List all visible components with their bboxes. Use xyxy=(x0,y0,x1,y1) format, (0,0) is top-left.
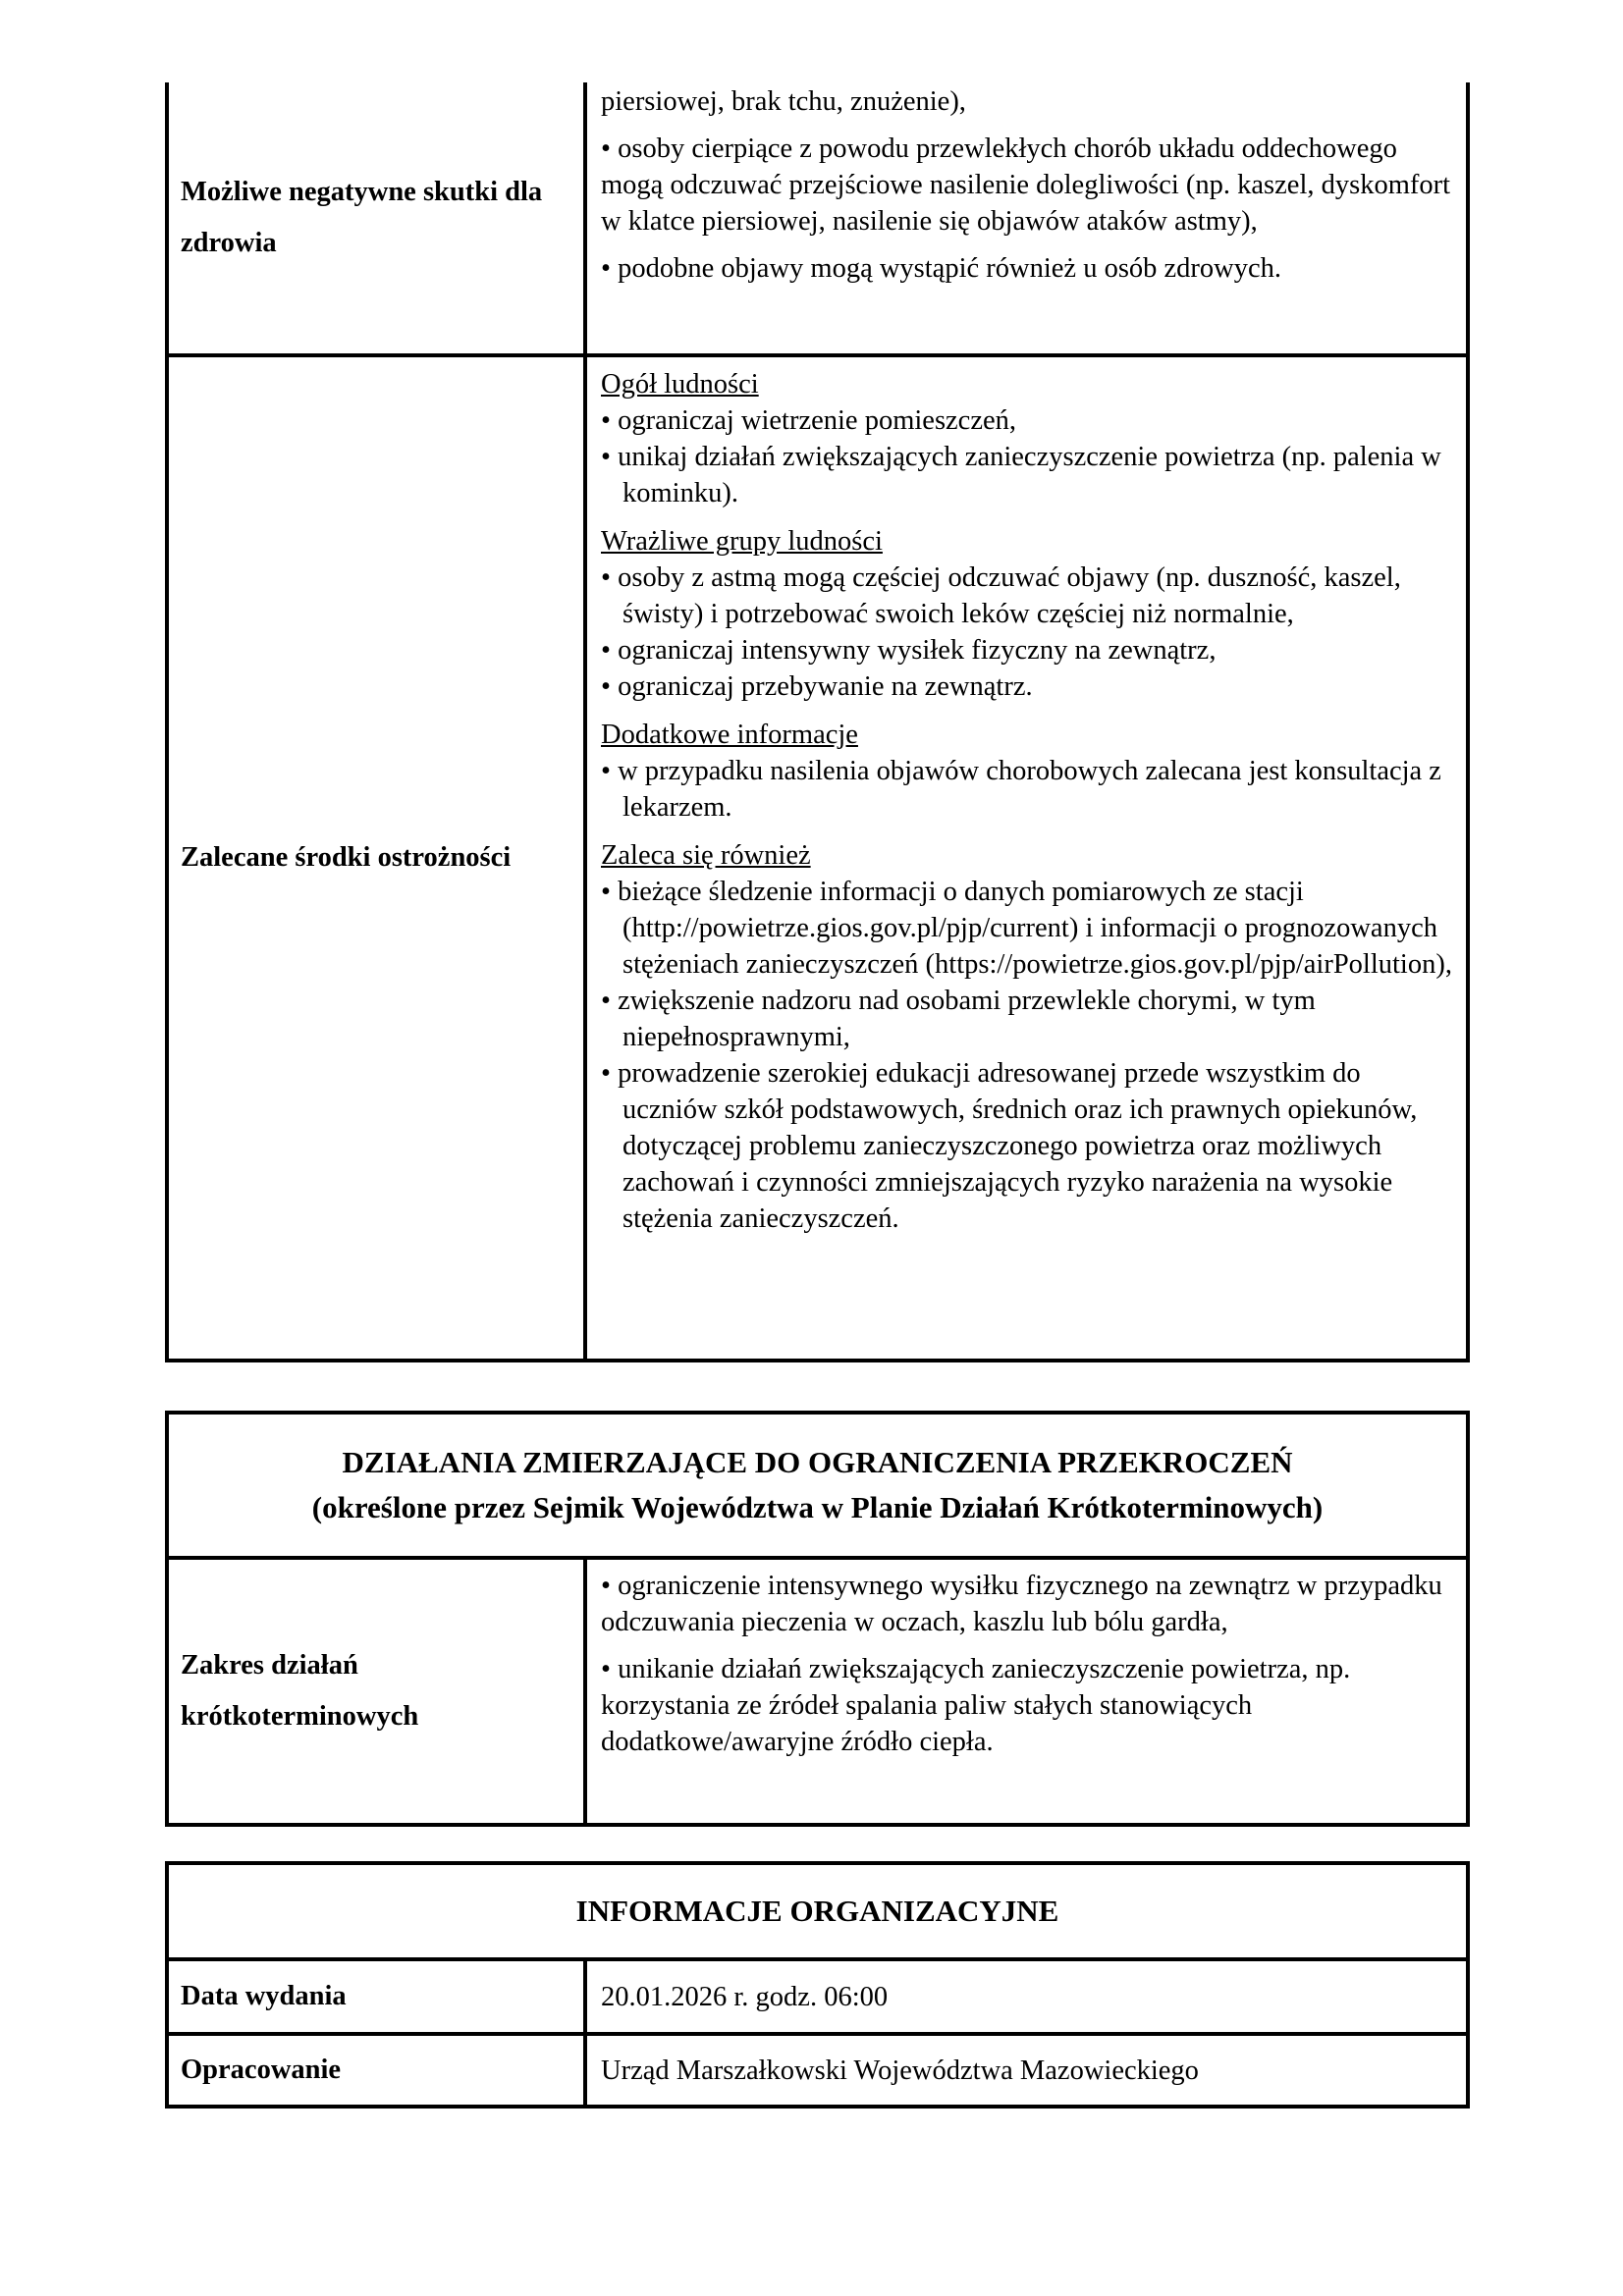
org-date-label: Data wydania xyxy=(181,1981,347,2011)
group-item: • w przypadku nasilenia objawów chorobowych zalecana jest konsultacja z lekarzem. xyxy=(601,756,1441,823)
actions-item: • ograniczenie intensywnego wysiłku fizycznego na zewnątrz w przypadku odczuwania pieczenia w oczach, kaszlu lub bólu gardła, xyxy=(601,1571,1442,1637)
health-effects-line: • osoby cierpiące z powodu przewlekłych chorób układu oddechowego mogą odczuwać przejściowe nasilenie dolegliwości (np. kaszel, dyskomfort w klatce piersiowej, nasilenie się objawów ataków astmy), xyxy=(601,133,1451,237)
org-title: INFORMACJE ORGANIZACYJNE xyxy=(575,1894,1059,1928)
org-date-value-cell xyxy=(587,1961,1466,2032)
group-title: Ogół ludności xyxy=(601,369,759,400)
health-effects-line: piersiowej, brak tchu, znużenie), xyxy=(601,86,966,117)
precautions-row xyxy=(169,357,1466,1359)
continuation-table xyxy=(165,82,1470,1362)
health-effects-row xyxy=(169,82,1466,357)
actions-label: Zakres działań krótkoterminowych xyxy=(181,1650,419,1732)
group-item: • prowadzenie szerokiej edukacji adresowanej przede wszystkim do uczniów szkół podstawowych, średnich oraz ich prawnych opiekunów, dotyczącej problemu zanieczyszczonego powietrza oraz możliwych zachowań i czynności zmniejszających ryzyko narażenia na wysokie stężenia zanieczyszczeń. xyxy=(601,1058,1418,1234)
org-prepared-label: Opracowanie xyxy=(181,2055,342,2085)
org-header xyxy=(169,1865,1466,1961)
group-additional-info xyxy=(601,717,1454,826)
org-prepared-value-cell xyxy=(587,2036,1466,2105)
precautions-label-cell xyxy=(169,357,587,1359)
actions-value-cell xyxy=(587,1560,1466,1823)
actions-label-cell xyxy=(169,1560,587,1823)
org-prepared-label-cell xyxy=(169,2036,587,2105)
group-sensitive xyxy=(601,523,1454,705)
group-item: • bieżące śledzenie informacji o danych pomiarowych ze stacji (http://powietrze.gios.gov.pl/pjp/current) i informacji o prognozowanych stężeniach zanieczyszczeń (https://powietrze.gios.gov.pl/pjp/airPollution), xyxy=(601,877,1452,980)
group-item: • unikaj działań zwiększających zanieczyszczenie powietrza (np. palenia w kominku). xyxy=(601,442,1441,508)
group-also-recommended xyxy=(601,837,1454,1237)
group-item: • ograniczaj wietrzenie pomieszczeń, xyxy=(601,405,1017,436)
group-general-public xyxy=(601,366,1454,511)
actions-title-line2: (określone przez Sejmik Województwa w Planie Działań Krótkoterminowych) xyxy=(311,1490,1324,1524)
actions-header xyxy=(169,1415,1466,1560)
group-title: Wrażliwe grupy ludności xyxy=(601,526,883,557)
actions-item: • unikanie działań zwiększających zanieczyszczenie powietrza, np. korzystania ze źródeł spalania paliw stałych stanowiących dodatkowe/awaryjne źródło ciepła. xyxy=(601,1654,1351,1757)
actions-title-line1: DZIAŁANIA ZMIERZAJĄCE DO OGRANICZENIA PRZEKROCZEŃ xyxy=(342,1445,1293,1479)
group-item: • ograniczaj intensywny wysiłek fizyczny na zewnątrz, xyxy=(601,635,1217,666)
org-table xyxy=(165,1861,1470,2109)
org-prepared-value: Urząd Marszałkowski Województwa Mazowieckiego xyxy=(601,2055,1199,2086)
group-item: • ograniczaj przebywanie na zewnątrz. xyxy=(601,671,1033,702)
precautions-value-cell xyxy=(587,357,1466,1359)
group-item: • osoby z astmą mogą częściej odczuwać objawy (np. duszność, kaszel, świsty) i potrzebować swoich leków częściej niż normalnie, xyxy=(601,562,1401,629)
actions-row xyxy=(169,1560,1466,1823)
precautions-label: Zalecane środki ostrożności xyxy=(181,842,512,873)
actions-table xyxy=(165,1411,1470,1827)
org-row-date xyxy=(169,1961,1466,2036)
health-effects-value-cell xyxy=(587,82,1466,353)
group-title: Zaleca się również xyxy=(601,840,811,871)
group-item: • zwiększenie nadzoru nad osobami przewlekle chorymi, w tym niepełnosprawnymi, xyxy=(601,986,1316,1052)
health-effects-label-cell xyxy=(169,82,587,353)
org-row-prepared-by xyxy=(169,2036,1466,2105)
health-effects-label: Możliwe negatywne skutki dla zdrowia xyxy=(181,177,543,258)
org-date-value: 20.01.2026 r. godz. 06:00 xyxy=(601,1981,889,2012)
group-title: Dodatkowe informacje xyxy=(601,720,858,750)
health-effects-line: • podobne objawy mogą wystąpić również u osób zdrowych. xyxy=(601,253,1282,284)
org-date-label-cell xyxy=(169,1961,587,2032)
